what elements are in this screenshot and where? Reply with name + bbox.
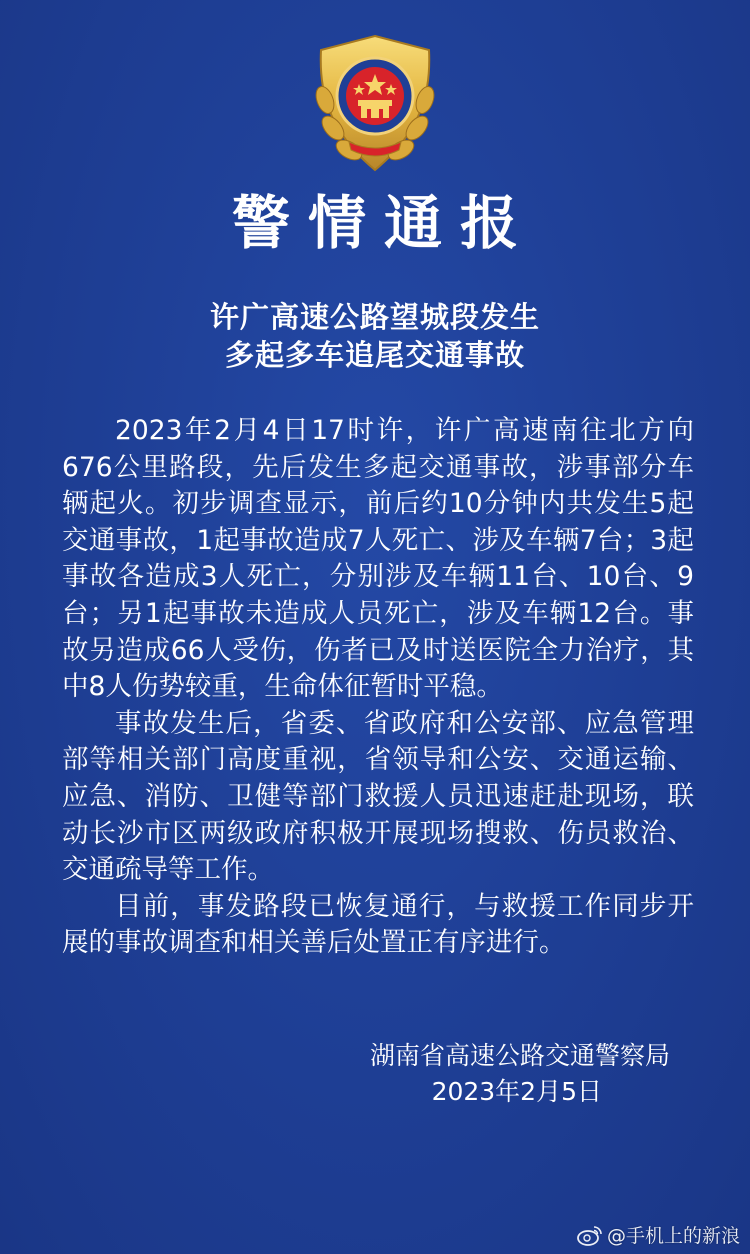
watermark-text: @手机上的新浪	[606, 1225, 740, 1247]
police-emblem	[303, 30, 447, 178]
body-paragraph-1: 2023年2月4日17时许，许广高速南往北方向676公里路段，先后发生多起交通事故，涉事部分车辆起火。初步调查显示，前后约10分钟内共发生5起交通事故，1起事故造成7人死亡、涉及车辆7台；3起事故各造成3人死亡，分别涉及车辆11台、10台、9台；另1起事故未造成人员死亡，涉及车辆12台。事故另造成66人受伤，伤者已及时送医院全力治疗，其中8人伤势较重，生命体征暂时平稳。	[62, 415, 694, 703]
notice-body	[62, 413, 694, 962]
watermark	[577, 1221, 740, 1248]
subtitle-line-2: 多起多车追尾交通事故	[224, 338, 525, 372]
body-paragraph-3: 目前，事发路段已恢复通行，与救援工作同步开展的事故调查和相关善后处置正有序进行。	[62, 890, 694, 959]
body-paragraph-2: 事故发生后，省委、省政府和公安部、应急管理部等相关部门高度重视，省领导和公安、交通运输、应急、消防、卫健等部门救援人员迅速赶赴现场，联动长沙市区两级政府积极开展现场搜救、伤员救治、交通疏导等工作。	[62, 707, 694, 886]
issuer-name: 湖南省高速公路交通警察局	[369, 1041, 670, 1070]
subtitle-line-1: 许广高速公路望城段发生	[209, 300, 540, 334]
signature-block	[300, 1038, 670, 1110]
page-title: 警情通报	[231, 189, 536, 257]
weibo-icon	[577, 1224, 603, 1246]
issue-date: 2023年2月5日	[431, 1077, 602, 1106]
notice-subtitle	[0, 298, 750, 374]
